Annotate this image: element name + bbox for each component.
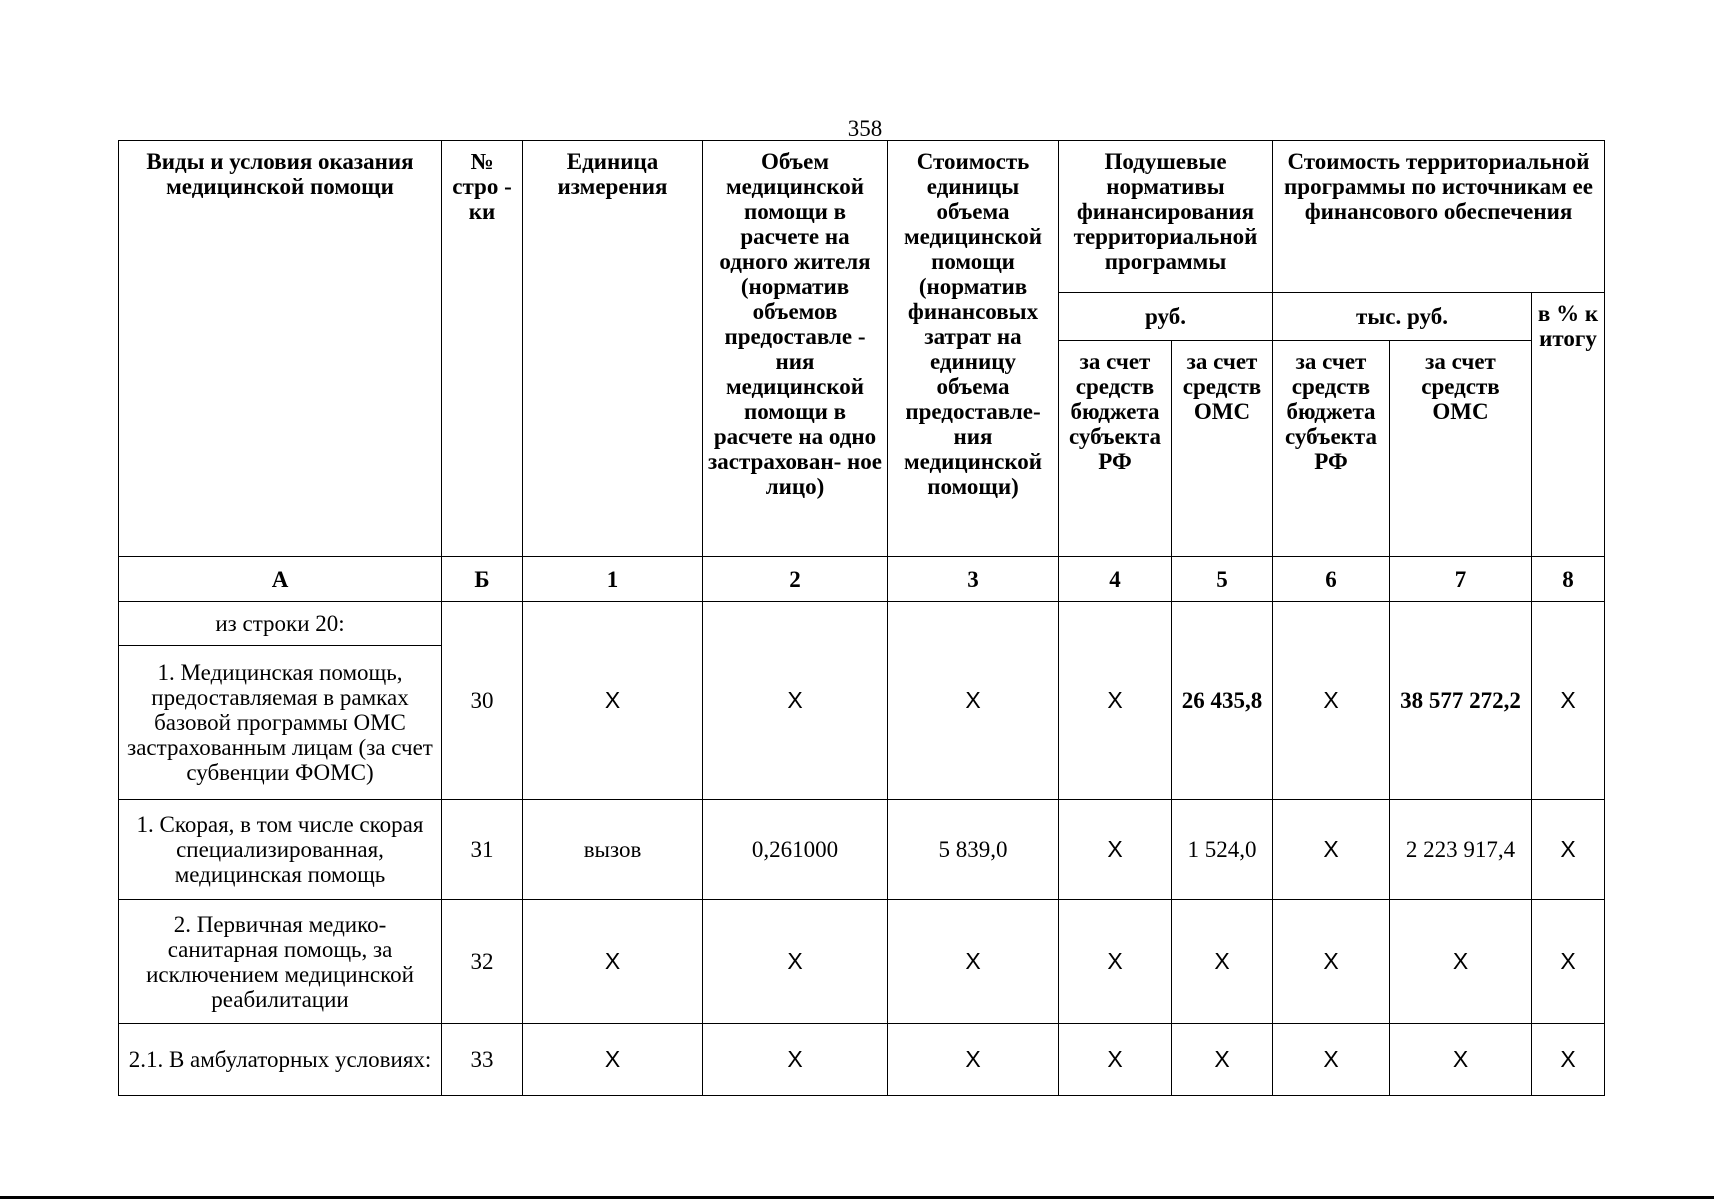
header-budget-rub: за счет средств бюджета субъекта РФ [1059,341,1172,557]
column-index: 1 [523,557,703,602]
header-unit: Единица измерения [523,141,703,557]
header-oms-thousand: за счет средств ОМС [1390,341,1532,557]
table-row [119,900,1605,1024]
cell-budget-rub: X [1059,900,1172,1024]
column-index: 6 [1273,557,1390,602]
header-volume: Объем медицинской помощи в расчете на одного жителя (норматив объемов предоставле - ния медицинской помощи в расчете на одно застрахован- ное лицо) [703,141,888,557]
header-unit-rub: руб. [1059,293,1273,341]
cell-unit: X [523,1024,703,1096]
cell-unit: X [523,900,703,1024]
column-index: 4 [1059,557,1172,602]
page-number: 358 [847,116,883,141]
cell-budget-rub: X [1059,602,1172,800]
column-index: 7 [1390,557,1532,602]
cell-percent: X [1532,602,1605,800]
cell-oms-rub: X [1172,900,1273,1024]
header-program-cost: Стоимость территориальной программы по источникам ее финансового обеспечения [1273,141,1605,293]
cell-oms-rub: 1 524,0 [1172,800,1273,900]
cell-unit-cost: 5 839,0 [888,800,1059,900]
column-index: 5 [1172,557,1273,602]
cell-volume: X [703,900,888,1024]
cell-unit: вызов [523,800,703,900]
row-number: 33 [442,1024,523,1096]
table-row [119,602,1605,646]
table-row [119,800,1605,900]
cell-unit-cost: X [888,900,1059,1024]
cell-percent: X [1532,1024,1605,1096]
cell-percent: X [1532,800,1605,900]
cell-oms-thousand: X [1390,1024,1532,1096]
row-number: 30 [442,602,523,800]
cell-budget-thousand: X [1273,1024,1390,1096]
cell-oms-rub: 26 435,8 [1172,602,1273,800]
table-row [119,1024,1605,1096]
header-unit-thousand-rub: тыс. руб. [1273,293,1532,341]
row-number: 32 [442,900,523,1024]
cell-budget-thousand: X [1273,602,1390,800]
cell-oms-thousand: 2 223 917,4 [1390,800,1532,900]
header-row-number: № стро - ки [442,141,523,557]
header-budget-thousand: за счет средств бюджета субъекта РФ [1273,341,1390,557]
cell-unit-cost: X [888,602,1059,800]
header-percent-of-total: в % к итогу [1532,293,1605,557]
cell-oms-rub: X [1172,1024,1273,1096]
cell-unit: X [523,602,703,800]
row-label: 2. Первичная медико-санитарная помощь, за исключением медицинской реабилитации [119,900,442,1024]
cell-percent: X [1532,900,1605,1024]
cell-volume: 0,261000 [703,800,888,900]
column-index: Б [442,557,523,602]
column-index: 2 [703,557,888,602]
cell-budget-thousand: X [1273,900,1390,1024]
cell-volume: X [703,1024,888,1096]
column-index-row [119,557,1605,602]
cell-unit-cost: X [888,1024,1059,1096]
cell-oms-thousand: X [1390,900,1532,1024]
cell-budget-thousand: X [1273,800,1390,900]
header-unit-cost: Стоимость единицы объема медицинской помощи (норматив финансовых затрат на единицу объема предоставле- ния медицинской помощи) [888,141,1059,557]
cell-budget-rub: X [1059,800,1172,900]
row-label: 1. Скорая, в том числе скорая специализированная, медицинская помощь [119,800,442,900]
header-types-of-care: Виды и условия оказания медицинской помощи [119,141,442,557]
financing-table [118,140,1605,1096]
header-per-capita-norms: Подушевые нормативы финансирования территориальной программы [1059,141,1273,293]
row-label: 2.1. В амбулаторных условиях: [119,1024,442,1096]
column-index: 8 [1532,557,1605,602]
header-oms-rub: за счет средств ОМС [1172,341,1273,557]
column-index: А [119,557,442,602]
row-label: 1. Медицинская помощь, предоставляемая в рамках базовой программы ОМС застрахованным лицам (за счет субвенции ФОМС) [119,646,442,800]
page-bottom-border [0,1196,1714,1199]
cell-budget-rub: X [1059,1024,1172,1096]
row-subheader: из строки 20: [119,602,442,646]
cell-volume: X [703,602,888,800]
column-index: 3 [888,557,1059,602]
cell-oms-thousand: 38 577 272,2 [1390,602,1532,800]
row-number: 31 [442,800,523,900]
